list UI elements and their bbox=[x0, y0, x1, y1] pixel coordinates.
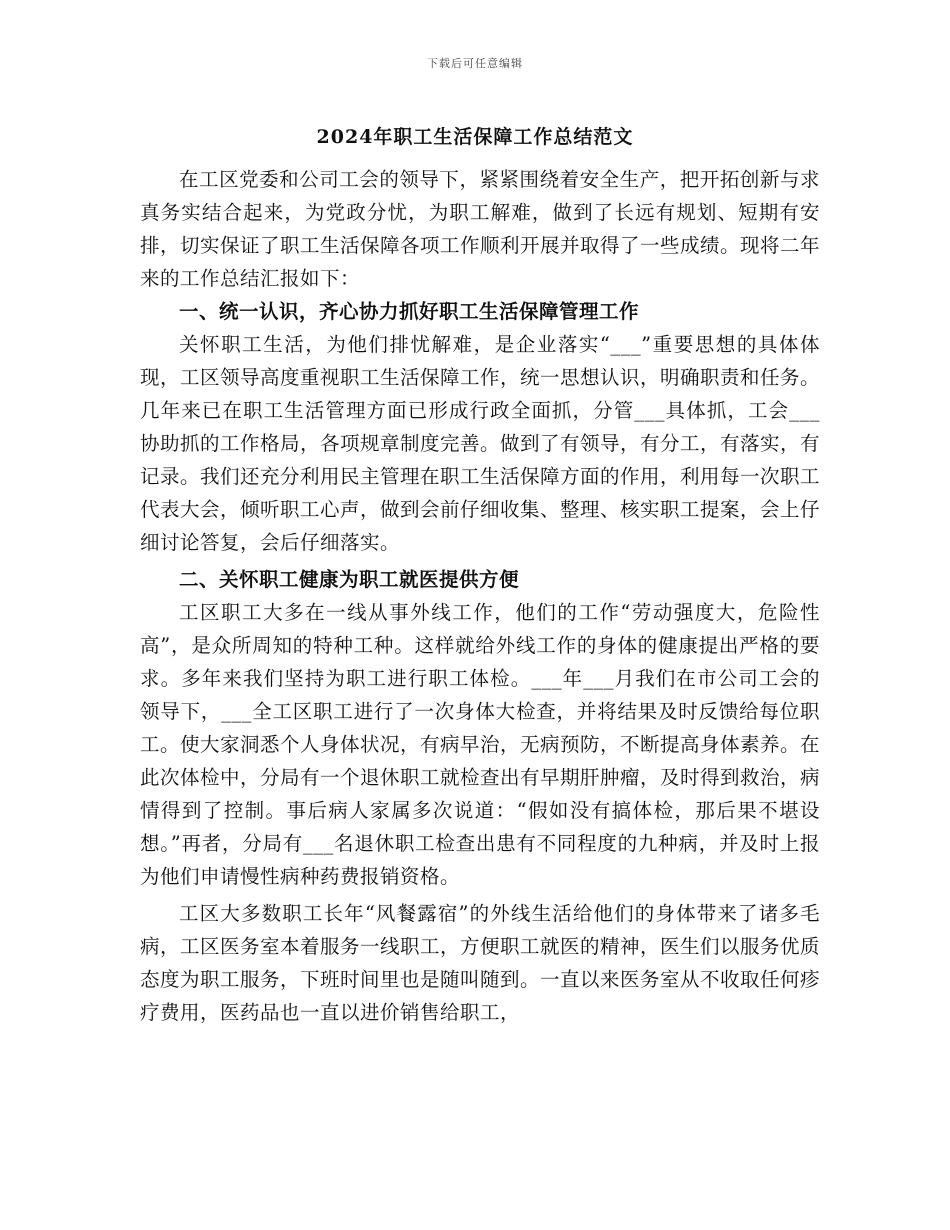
intro-paragraph: 在工区党委和公司工会的领导下，紧紧围绕着安全生产，把开拓创新与求真务实结合起来，为党政分忧，为职工解难，做到了长远有规划、短期有安排，切实保证了职工生活保障各项工作顺利开展并取得了一些成绩。现将二年来的工作总结汇报如下： bbox=[140, 168, 821, 290]
document-title: 2024年职工生活保障工作总结范文 bbox=[316, 126, 634, 148]
page-header-note: 下载后可任意编辑 bbox=[427, 57, 523, 70]
document-body bbox=[140, 163, 820, 1029]
section-2-paragraph-2: 工区大多数职工长年“风餐露宿”的外线生活给他们的身体带来了诸多毛病，工区医务室本着服务一线职工，方便职工就医的精神，医生们以服务优质态度为职工服务，下班时间里也是随叫随到。一直以来医务室从不收取任何疹疗费用，医药品也一直以进价销售给职工， bbox=[140, 902, 821, 1024]
section-2-paragraph-1: 工区职工大多在一线从事外线工作，他们的工作“劳动强度大，危险性高”，是众所周知的特种工种。这样就给外线工作的身体的健康提出严格的要求。多年来我们坚持为职工进行职工体检。___年___月我们在市公司工会的领导下，___全工区职工进行了一次身体大检查，并将结果及时反馈给每位职工。使大家洞悉个人身体状况，有病早治，无病预防，不断提高身体素养。在此次体检中，分局有一个退休职工就检查出有早期肝肿瘤，及时得到救治，病情得到了控制。事后病人家属多次说道：“假如没有搞体检，那后果不堪设想。”再者，分局有___名退休职工检查出患有不同程度的九种病，并及时上报为他们申请慢性病种药费报销资格。 bbox=[140, 601, 821, 888]
section-heading-1: 一、统一认识，齐心协力抓好职工生活保障管理工作 bbox=[179, 300, 640, 323]
section-1-paragraph: 关怀职工生活，为他们排忧解难，是企业落实“___”重要思想的具体体现，工区领导高度重视职工生活保障工作，统一思想认识，明确职责和任务。几年来已在职工生活管理方面已形成行政全面抓，分管___具体抓，工会___协助抓的工作格局，各项规章制度完善。做到了有领导，有分工，有落实，有记录。我们还充分利用民主管理在职工生活保障方面的作用，利用每一次职工代表大会，倾听职工心声，做到会前仔细收集、整理、核实职工提案，会上仔细讨论答复，会后仔细落实。 bbox=[140, 333, 821, 554]
section-heading-2: 二、关怀职工健康为职工就医提供方便 bbox=[179, 568, 520, 591]
